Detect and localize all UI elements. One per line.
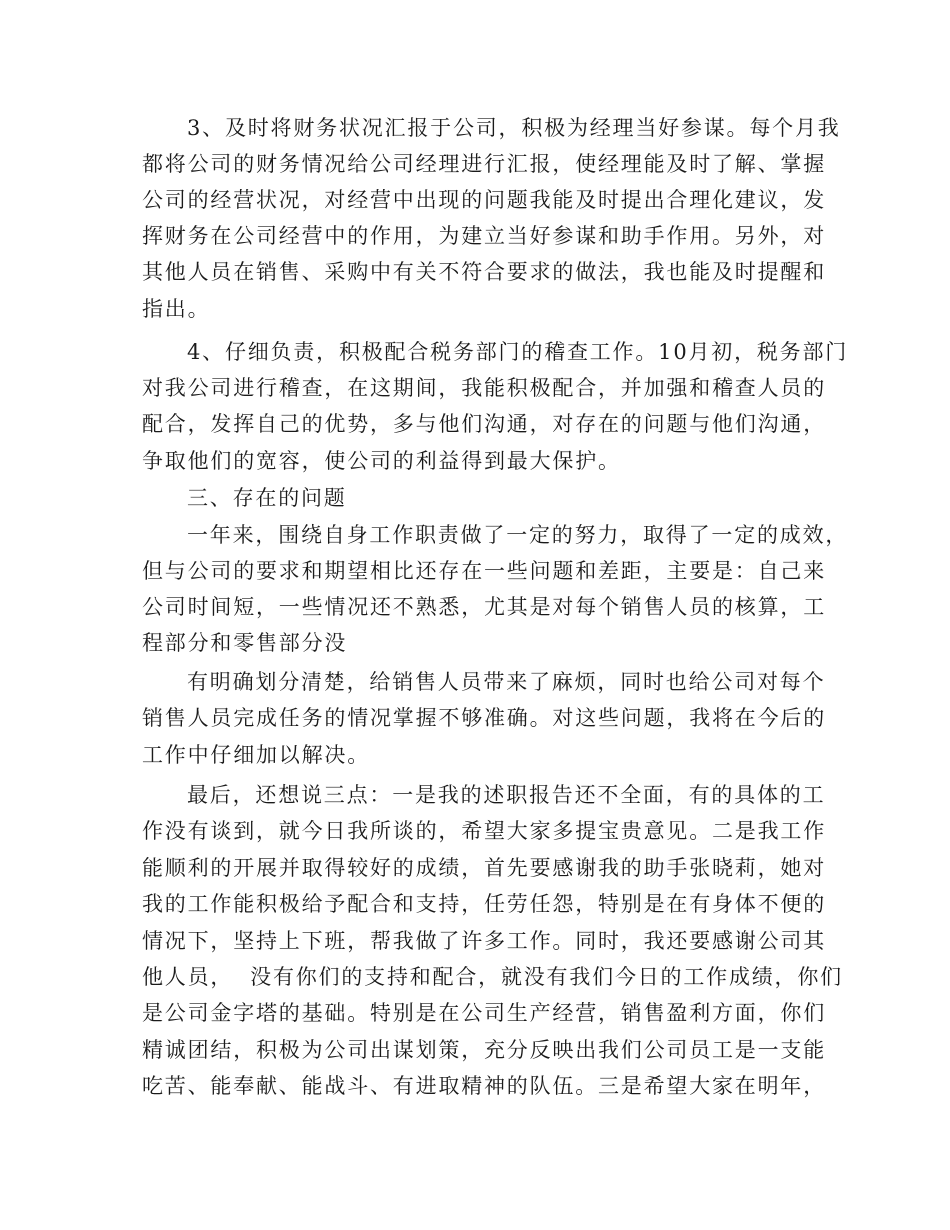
paragraph-line: 销售人员完成任务的情况掌握不够准确。对这些问题，我将在今后的	[142, 706, 826, 730]
paragraph-line: 公司时间短，一些情况还不熟悉，尤其是对每个销售人员的核算，工	[142, 595, 826, 619]
paragraph-line: 吃苦、能奉献、能战斗、有进取精神的队伍。三是希望大家在明年，	[142, 1074, 826, 1098]
paragraph-line: 精诚团结，积极为公司出谋划策，充分反映出我们公司员工是一支能	[142, 1038, 826, 1062]
paragraph-line: 程部分和零售部分没	[142, 631, 348, 655]
paragraph-line: 是公司金字塔的基础。特别是在公司生产经营，销售盈利方面，你们	[142, 1001, 826, 1025]
paragraph-line: 能顺利的开展并取得较好的成绩，首先要感谢我的助手张晓莉，她对	[142, 856, 826, 880]
paragraph-line: 指出。	[142, 297, 211, 321]
paragraph-line: 争取他们的宽容，使公司的利益得到最大保护。	[142, 449, 621, 473]
paragraph-line: 作没有谈到，就今日我所谈的，希望大家多提宝贵意见。二是我工作	[142, 819, 826, 843]
paragraph-line: 工作中仔细加以解决。	[142, 743, 370, 767]
paragraph-line: 一年来，围绕自身工作职责做了一定的努力，取得了一定的成效，	[187, 523, 849, 547]
paragraph-line: 配合，发挥自己的优势，多与他们沟通，对存在的问题与他们沟通，	[142, 412, 826, 436]
paragraph-line: 公司的经营状况，对经营中出现的问题我能及时提出合理化建议，发	[142, 188, 826, 212]
section-heading: 三、存在的问题	[187, 486, 347, 510]
paragraph-line: 都将公司的财务情况给公司经理进行汇报，使经理能及时了解、掌握	[142, 152, 826, 176]
paragraph-line: 3、及时将财务状况汇报于公司，积极为经理当好参谋。每个月我	[187, 116, 841, 140]
paragraph-line: 他人员， 没有你们的支持和配合，就没有我们今日的工作成绩，你们	[142, 965, 843, 989]
paragraph-line: 情况下，坚持上下班，帮我做了许多工作。同时，我还要感谢公司其	[142, 929, 826, 953]
paragraph-line: 对我公司进行稽查，在这期间，我能积极配合，并加强和稽查人员的	[142, 376, 826, 400]
paragraph-line: 我的工作能积极给予配合和支持，任劳任怨，特别是在有身体不便的	[142, 892, 826, 916]
paragraph-line: 最后，还想说三点：一是我的述职报告还不全面，有的具体的工	[187, 783, 826, 807]
paragraph-line: 其他人员在销售、采购中有关不符合要求的做法，我也能及时提醒和	[142, 260, 826, 284]
paragraph-line: 4、仔细负责，积极配合税务部门的稽查工作。10月初，税务部门	[187, 340, 849, 364]
paragraph-line: 但与公司的要求和期望相比还存在一些问题和差距，主要是：自己来	[142, 559, 826, 583]
paragraph-line: 挥财务在公司经营中的作用，为建立当好参谋和助手作用。另外，对	[142, 224, 826, 248]
paragraph-line: 有明确划分清楚，给销售人员带来了麻烦，同时也给公司对每个	[187, 670, 826, 694]
